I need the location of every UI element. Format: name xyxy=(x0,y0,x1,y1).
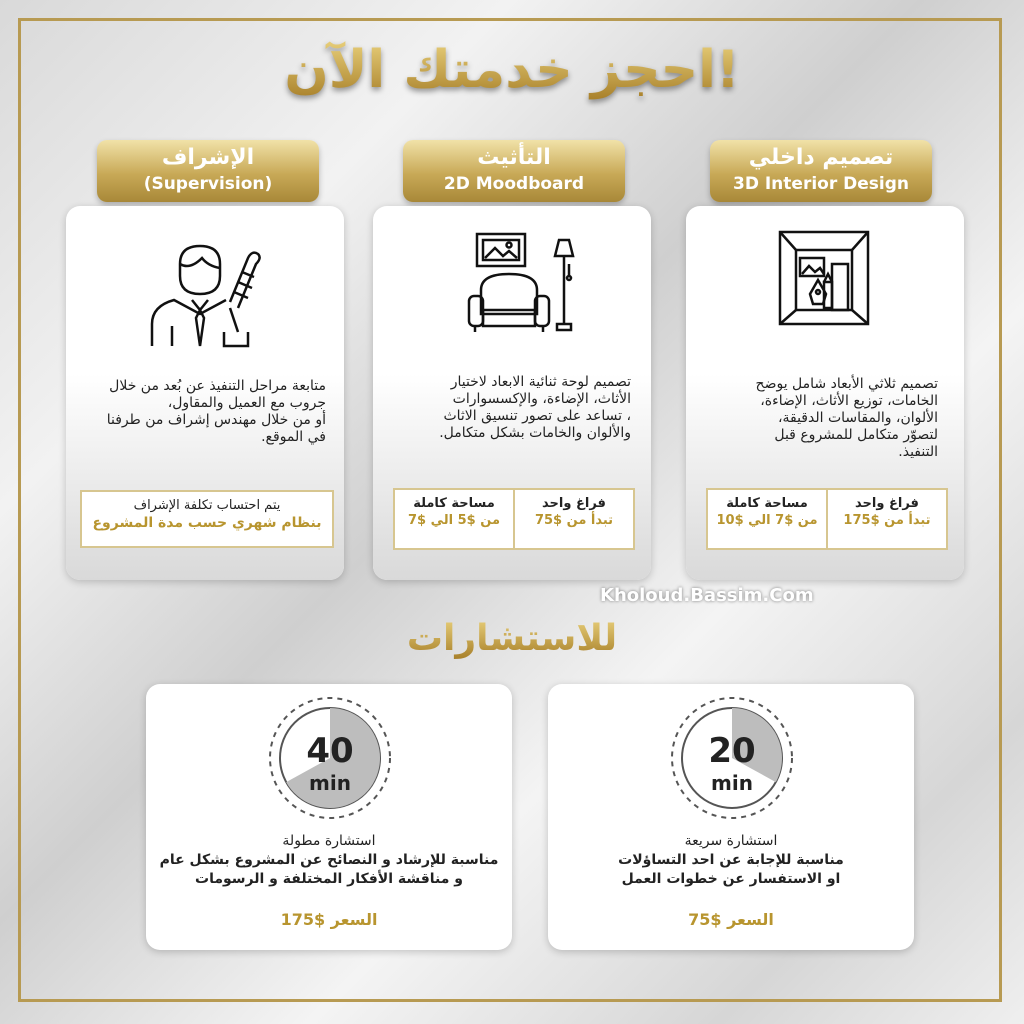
service-card-interior xyxy=(686,206,964,580)
interior-design-icon xyxy=(774,224,874,334)
service-card-moodboard xyxy=(373,206,651,580)
tab-supervision[interactable] xyxy=(97,140,319,202)
watermark: Kholoud.Bassim.Com xyxy=(600,585,814,606)
service-description: تصميم لوحة ثنائية الابعاد لاختيار الأثاث، الإضاءة، والإكسسوارات ، تساعد على تصور تنسيق الاثاث والألوان والخامات بشكل متكامل. xyxy=(439,374,631,441)
supervision-note-line1: يتم احتساب تكلفة الإشراف xyxy=(133,498,281,513)
tab-moodboard[interactable] xyxy=(403,140,625,202)
timer-40-icon xyxy=(264,692,396,824)
supervision-note-line2: بنظام شهري حسب مدة المشروع xyxy=(92,515,322,531)
price-box xyxy=(706,488,948,550)
consult-card-extended xyxy=(146,684,512,950)
consult-price: السعر $175 xyxy=(280,910,378,929)
tab-interior-design[interactable] xyxy=(710,140,932,202)
tab-title-en: (Supervision) xyxy=(143,174,273,194)
supervision-note-box xyxy=(80,490,334,548)
timer-unit: min xyxy=(309,771,351,795)
price-box xyxy=(393,488,635,550)
consult-card-quick xyxy=(548,684,914,950)
timer-minutes: 20 xyxy=(708,731,756,771)
price-full-area: مساحة كاملة من $7 الي $10 xyxy=(716,496,818,528)
service-description: متابعة مراحل التنفيذ عن بُعد من خلال جروب مع العميل والمقاول، أو من خلال مهندس إشراف من طرفنا في الموقع. xyxy=(106,378,326,445)
consult-title: استشارة مطولة xyxy=(282,833,376,849)
timer-unit: min xyxy=(711,771,753,795)
tab-title-ar: تصميم داخلي xyxy=(748,145,894,170)
service-description: تصميم ثلاثي الأبعاد شامل يوضح الخامات، توزيع الأثاث، الإضاءة، الألوان، والمقاسات الدقيقة، لتصوّر متكامل للمشروع قبل التنفيذ. xyxy=(755,376,938,460)
page-title: احجز خدمتك الآن! xyxy=(284,40,740,100)
consult-price: السعر $75 xyxy=(688,910,774,929)
tab-title-ar: التأثيث xyxy=(477,145,551,170)
supervisor-icon xyxy=(146,242,266,352)
consult-text: استشارة سريعة مناسبة للإجابة عن احد التساؤلات او الاستفسار عن خطوات العمل xyxy=(548,832,914,889)
price-full-area: مساحة كاملة من $5 الي $7 xyxy=(407,496,500,528)
tab-title-en: 3D Interior Design xyxy=(733,174,909,194)
tab-title-en: 2D Moodboard xyxy=(443,174,585,194)
furniture-icon xyxy=(459,230,579,340)
service-card-supervision xyxy=(66,206,344,580)
tab-title-ar: الإشراف xyxy=(161,145,255,170)
price-single-space: فراغ واحد تبدأ من $75 xyxy=(513,490,633,548)
consult-text: استشارة مطولة مناسبة للإرشاد و النصائح عن المشروع بشكل عام و مناقشة الأفكار المختلفة و الرسومات xyxy=(146,832,512,889)
timer-20-icon xyxy=(666,692,798,824)
price-single-space: فراغ واحد تبدأ من $175 xyxy=(826,490,946,548)
consult-title: استشارة سريعة xyxy=(684,833,778,849)
consultations-title: للاستشارات xyxy=(406,618,618,659)
timer-minutes: 40 xyxy=(306,731,354,771)
